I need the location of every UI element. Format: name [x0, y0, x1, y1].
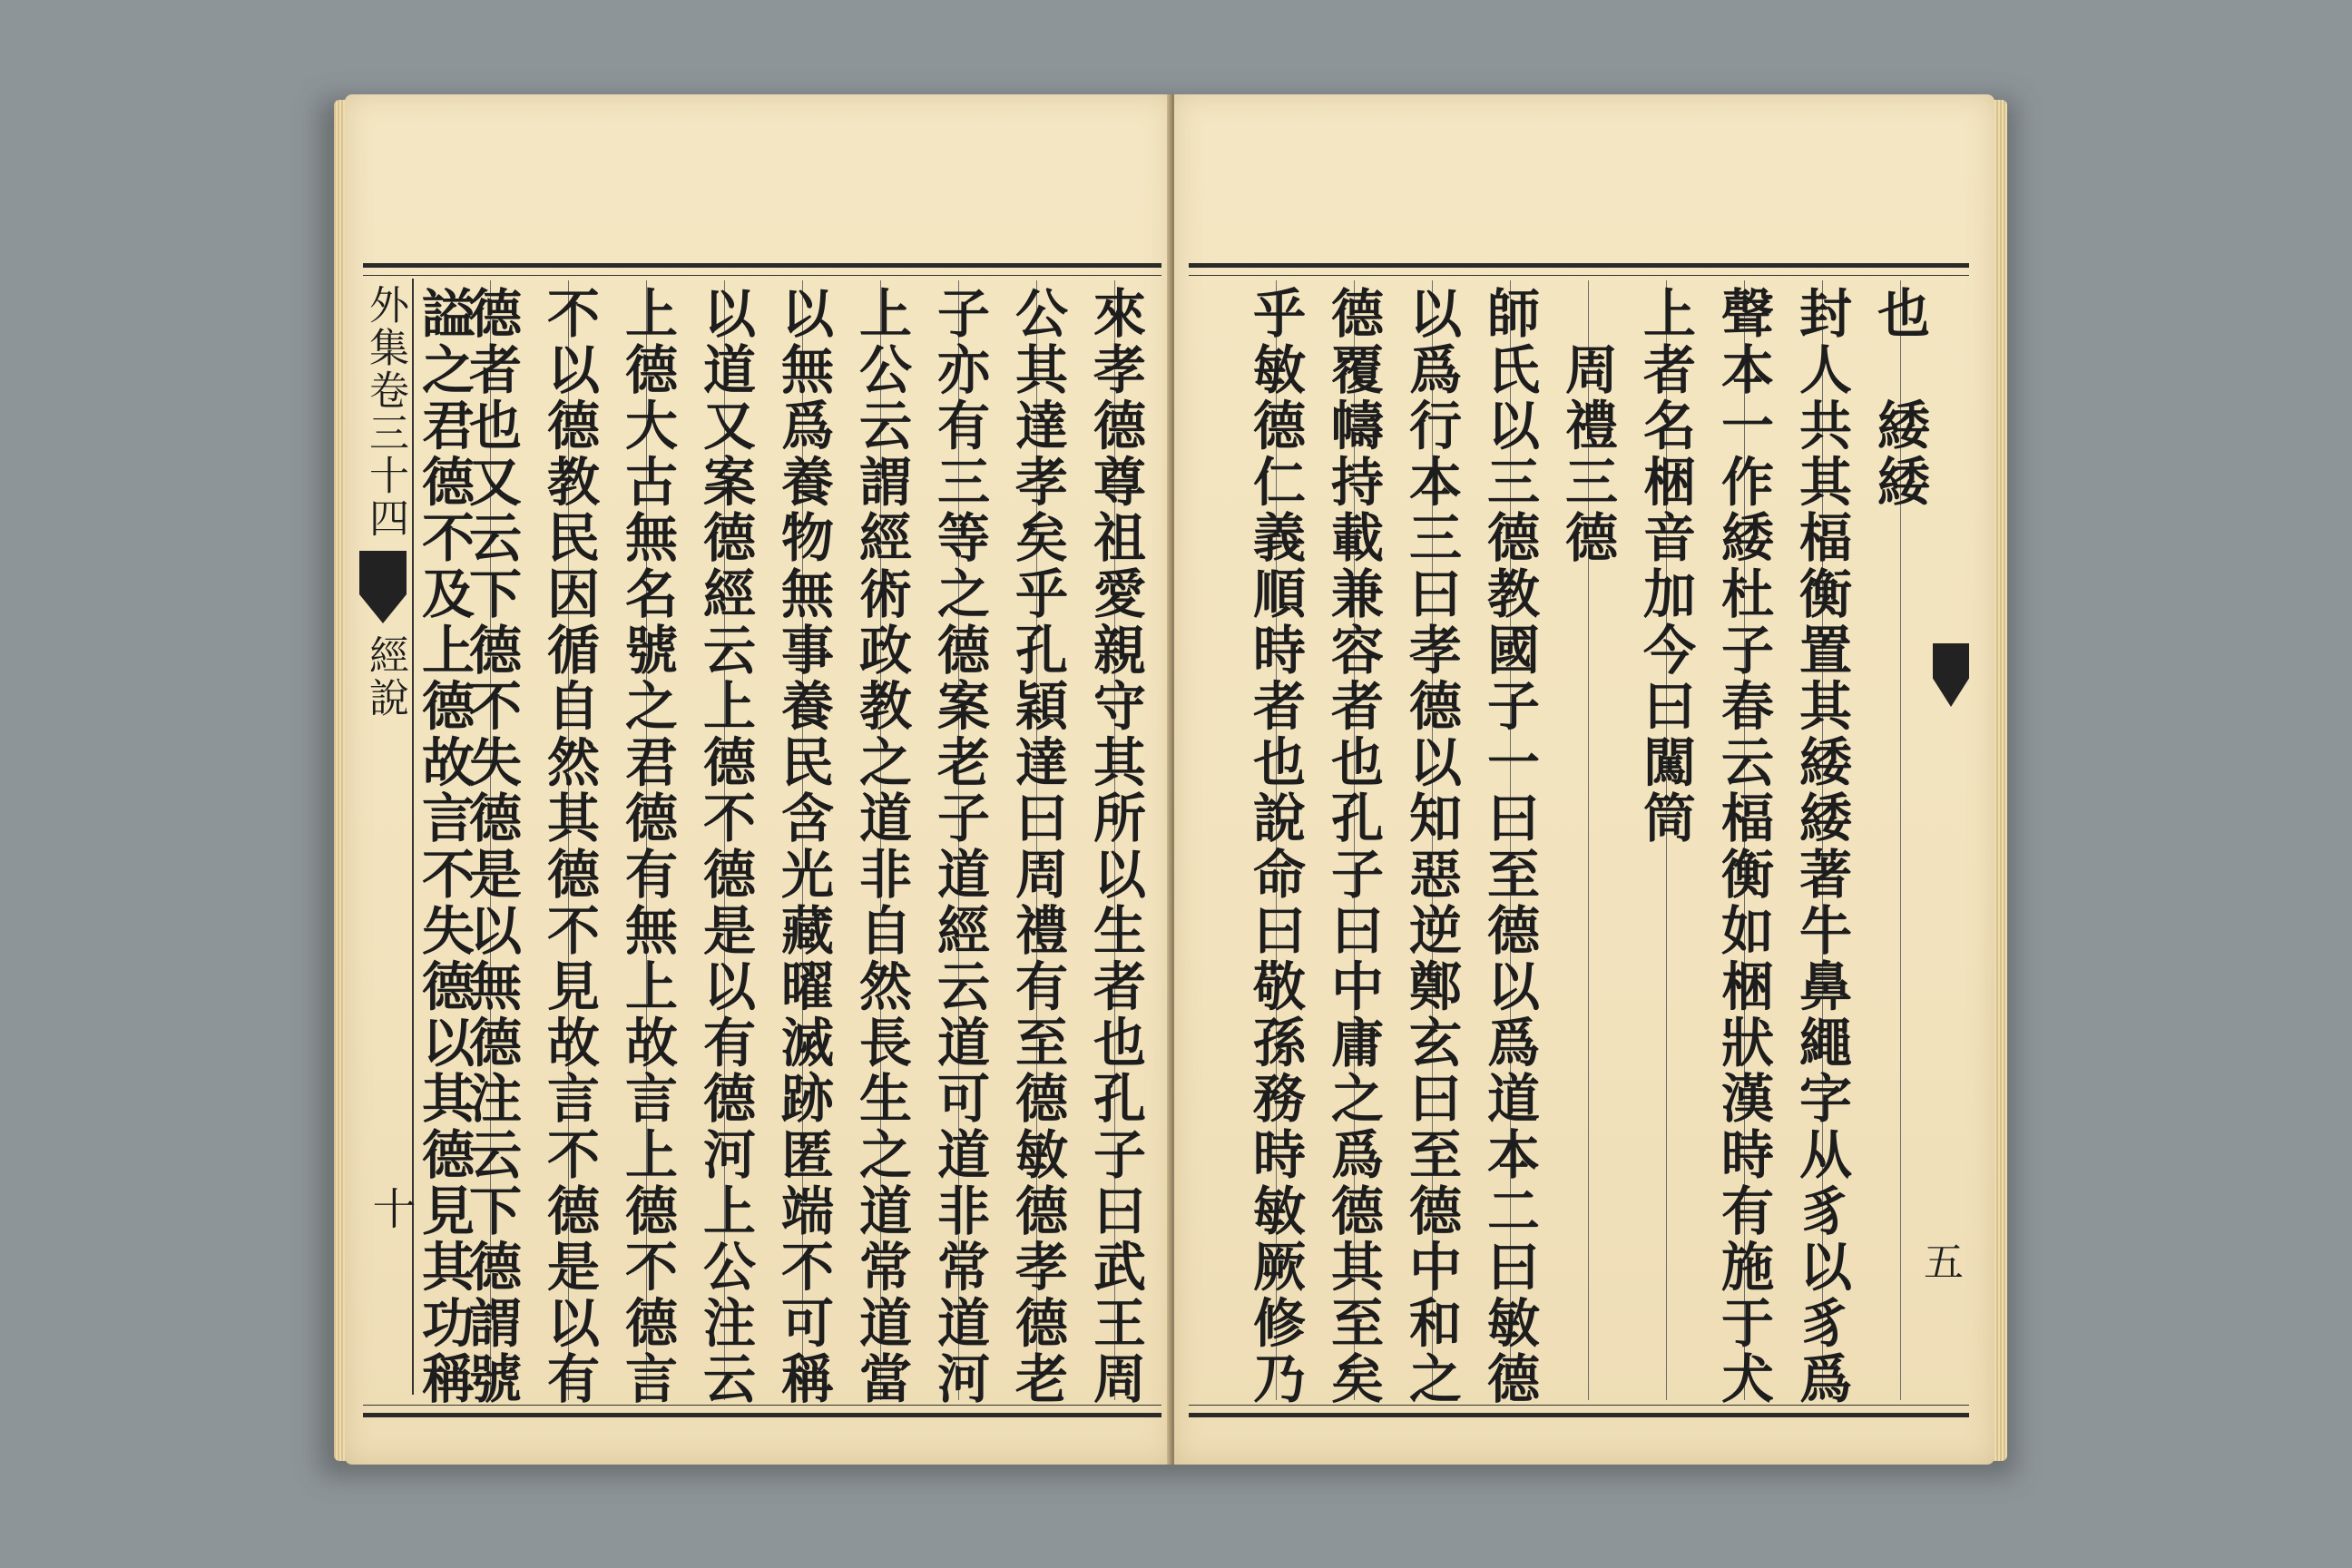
text-column-1: 來孝德尊祖愛親守其所以生者也孔子曰武王周	[1084, 286, 1146, 1407]
right-text-frame	[1189, 263, 1969, 1417]
text-column-4: 上者名梱音加今曰闖筒	[1634, 286, 1696, 847]
text-column-2: 封人共其楅衡置其緌緌著牛鼻繩字从豸以豸爲	[1790, 286, 1852, 1407]
left-page-margin-column	[354, 279, 414, 1395]
text-column-3: 子亦有三等之德案老子道經云道可道非常道河	[928, 286, 990, 1407]
text-column-5: 周禮三德	[1556, 286, 1618, 566]
text-column-2: 公其達孝矣乎孔穎達曰周禮有至德敏德孝德老	[1006, 286, 1068, 1407]
text-column-6: 師氏以三德教國子一曰至德以爲道本二曰敏德	[1478, 286, 1540, 1407]
text-column-9: 乎敏德仁義順時者也說命曰敬孫務時敏厥修乃	[1244, 286, 1306, 1407]
text-column-7: 以爲行本三曰孝德以知惡逆鄭玄曰至德中和之	[1400, 286, 1462, 1407]
text-column-8: 不以德教民因循自然其德不見故言不德是以有	[538, 286, 600, 1407]
text-column-3: 聲本一作緌杜子春云楅衡如梱狀漢時有施于犬	[1712, 286, 1774, 1407]
text-column-4: 上公云謂經術政教之道非自然長生之道常道當	[850, 286, 912, 1407]
text-column-5: 以無爲養物無事養民含光藏曜滅跡匿端不可稱	[772, 286, 834, 1407]
text-column-7: 上德大古無名號之君德有無上故言上德不德言	[616, 286, 678, 1407]
text-column-1: 也 緌緌	[1868, 286, 1930, 511]
folio-number: 五	[1924, 1240, 1964, 1286]
text-column-6: 以道又案德經云上德不德是以有德河上公注云	[694, 286, 756, 1407]
text-column-8: 德覆幬持載兼容者也孔子曰中庸之爲德其至矣	[1322, 286, 1384, 1407]
folio-number: 十	[365, 1186, 416, 1230]
open-book	[334, 94, 2004, 1465]
section-title: 經說	[362, 634, 408, 720]
right-page	[1174, 94, 1994, 1465]
text-column-10: 謚之君德不及上德故言不失德以其德見其功稱	[413, 286, 475, 1407]
left-text-frame	[363, 263, 1161, 1417]
volume-title: 外集卷三十四	[362, 284, 408, 540]
text-column-9: 德者也又云下德不失德是以無德注云下德謂號	[460, 286, 522, 1407]
left-page	[345, 94, 1172, 1465]
fish-tail-mark-icon	[359, 551, 407, 623]
